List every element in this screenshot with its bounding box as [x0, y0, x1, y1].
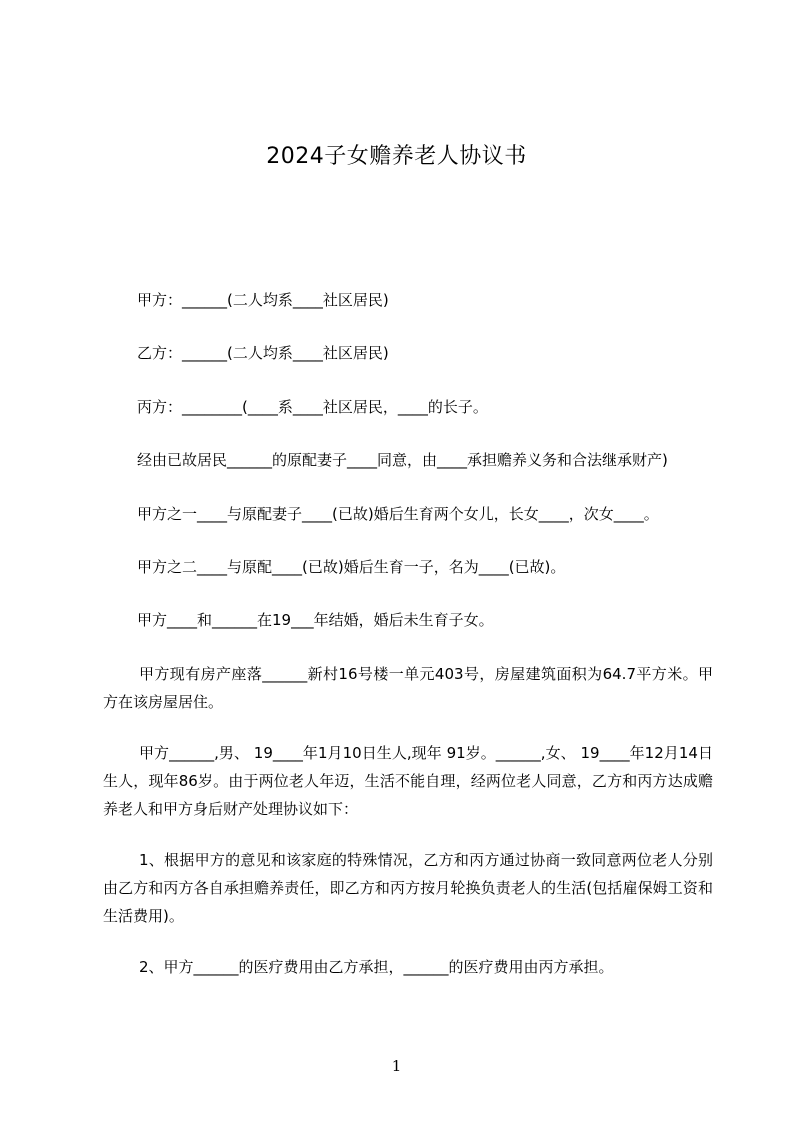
- property-paragraph: 甲方现有房产座落______新村16号楼一单元403号，房屋建筑面积为64.7平方米。甲方在该房屋居住。: [103, 665, 713, 711]
- party-c-line: 丙方：________(____系____社区居民，____的长子。: [137, 398, 488, 416]
- births-paragraph: 甲方______,男、 19____年1月10日生人,现年 91岁。______,女、 19____年12月14日生人，现年86岁。由于两位老人年迈，生活不能自理，经两位老人同意，乙方和丙方达成赡养老人和甲方身后财产处理协议如下：: [103, 744, 713, 818]
- party-a-two-line: 甲方之二____与原配____(已故)婚后生育一子，名为____(已故)。: [137, 558, 566, 576]
- page-number: 1: [391, 1057, 402, 1075]
- clause-2-paragraph: 2、甲方______的医疗费用由乙方承担，______的医疗费用由丙方承担。: [139, 958, 614, 976]
- document-title: 2024子女赡养老人协议书: [266, 144, 527, 169]
- consent-line: 经由已故居民______的原配妻子____同意，由____承担赡养义务和合法继承财产): [137, 451, 668, 469]
- clause-1-paragraph: 1、根据甲方的意见和该家庭的特殊情况，乙方和丙方通过协商一致同意两位老人分别由乙方和丙方各自承担赡养责任，即乙方和丙方按月轮换负责老人的生活(包括雇保姆工资和生活费用)。: [103, 851, 713, 925]
- marriage-line: 甲方____和______在19___年结婚，婚后未生育子女。: [137, 611, 494, 629]
- party-b-line: 乙方：______(二人均系____社区居民): [137, 344, 389, 362]
- party-a-one-line: 甲方之一____与原配妻子____(已故)婚后生育两个女儿，长女____，次女____。: [137, 505, 659, 523]
- party-a-line: 甲方：______(二人均系____社区居民): [137, 291, 389, 309]
